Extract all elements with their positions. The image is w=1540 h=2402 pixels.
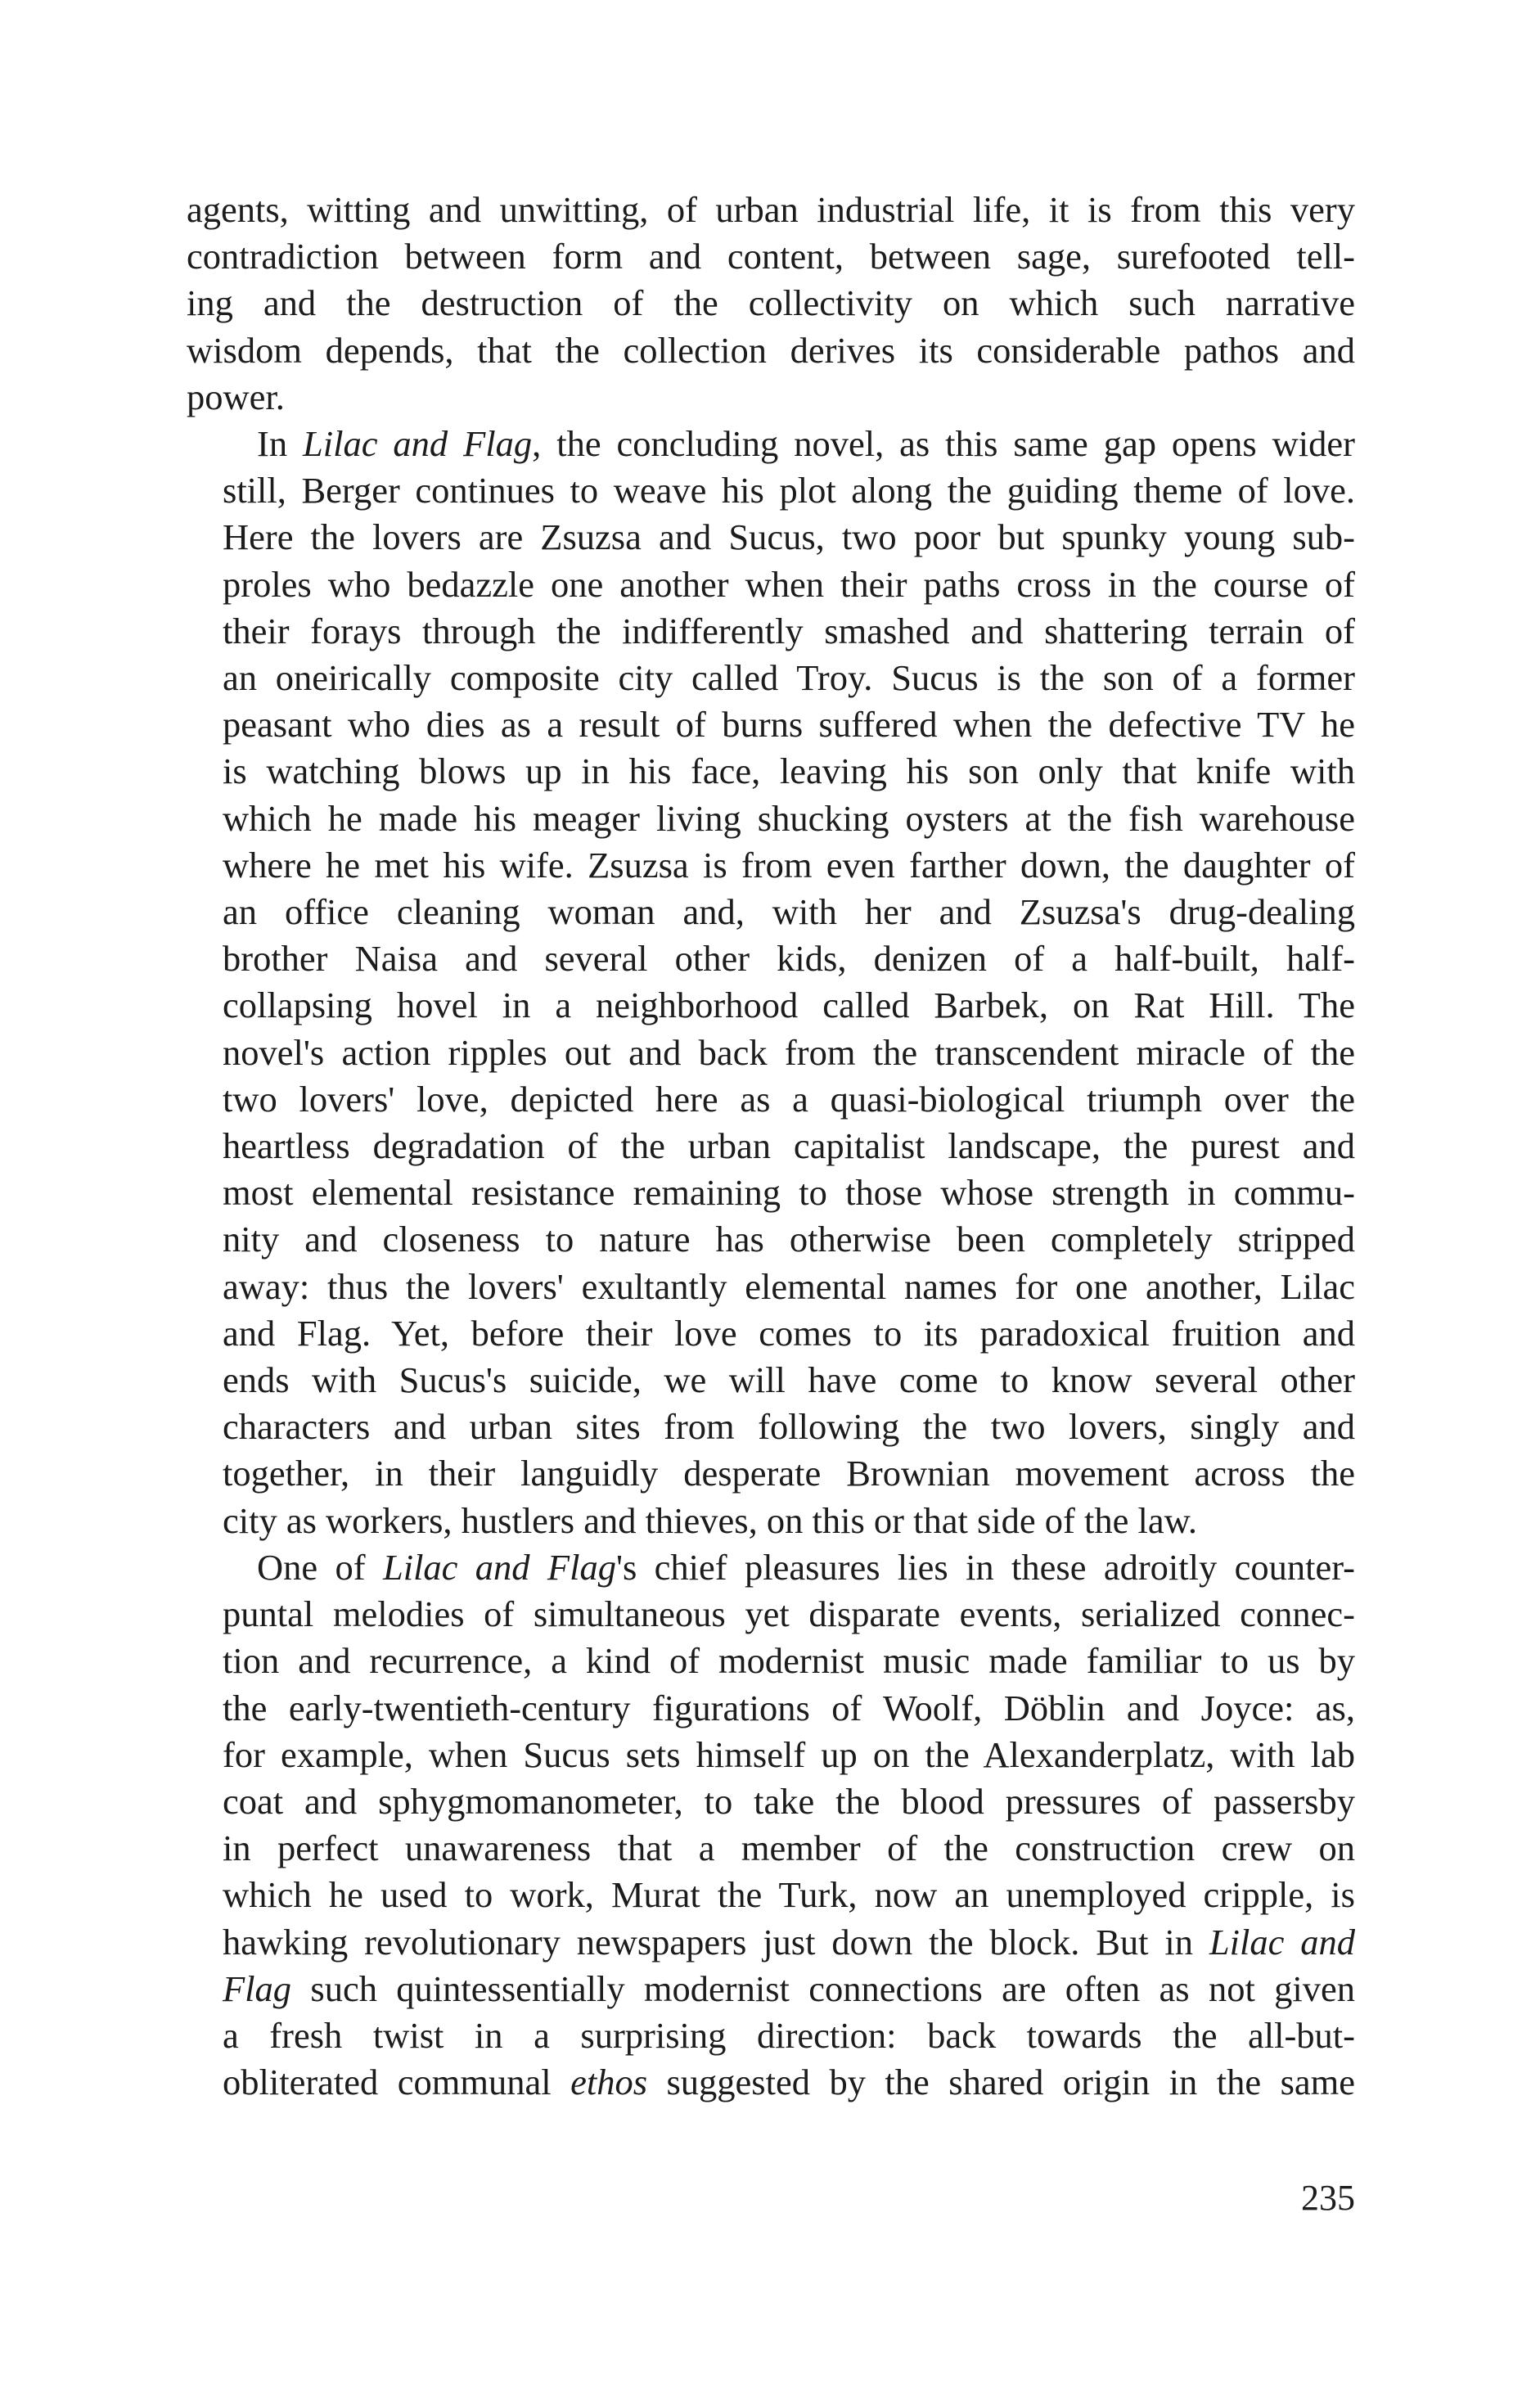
text-line: peasant who dies as a result of burns suffered when the defective TV he [223, 704, 1355, 746]
paragraph-2 [187, 421, 1355, 1544]
paragraph-3 [187, 1544, 1355, 2106]
text-line: an oneirically composite city called Troy. Sucus is the son of a former [223, 657, 1355, 699]
text-line: which he made his meager living shucking oysters at the fish warehouse [223, 797, 1355, 839]
paragraph-1 [187, 187, 1355, 421]
text-line: characters and urban sites from following the two lovers, singly and [223, 1406, 1355, 1448]
text-line: where he met his wife. Zsuzsa is from even farther down, the daughter of [223, 844, 1355, 886]
text-line: which he used to work, Murat the Turk, now an unemployed cripple, is [223, 1874, 1355, 1916]
text-line: ing and the destruction of the collectivity on which such narrative [187, 282, 1355, 324]
page-number: 235 [1301, 2178, 1355, 2218]
text-line: agents, witting and unwitting, of urban industrial life, it is from this very [187, 189, 1355, 230]
text-line: collapsing hovel in a neighborhood called Barbek, on Rat Hill. The [223, 985, 1355, 1026]
text-line: brother Naisa and several other kids, denizen of a half-built, half- [223, 938, 1355, 980]
text-line: in perfect unawareness that a member of the construction crew on [223, 1827, 1355, 1869]
text-line: tion and recurrence, a kind of modernist music made familiar to us by [223, 1640, 1355, 1682]
text-line: ends with Sucus's suicide, we will have come to know several other [223, 1359, 1355, 1401]
text-line: two lovers' love, depicted here as a quasi-biological triumph over the [223, 1078, 1355, 1120]
text-line: still, Berger continues to weave his plot along the guiding theme of love. [223, 470, 1355, 511]
text-line: away: thus the lovers' exultantly elemental names for one another, Lilac [223, 1265, 1355, 1307]
body-text [187, 187, 1355, 2106]
text-line: an office cleaning woman and, with her and Zsuzsa's drug-dealing [223, 891, 1355, 933]
text-line: heartless degradation of the urban capitalist landscape, the purest and [223, 1125, 1355, 1167]
text-line: novel's action ripples out and back from the transcendent miracle of the [223, 1031, 1355, 1073]
text-line: obliterated communal ethos suggested by the shared origin in the same [223, 2062, 1356, 2103]
text-line: together, in their languidly desperate Brownian movement across the [223, 1453, 1355, 1494]
text-line: for example, when Sucus sets himself up on the Alexanderplatz, with lab [223, 1733, 1355, 1775]
text-line: contradiction between form and content, between sage, surefooted tell- [187, 236, 1355, 277]
text-line: their forays through the indifferently smashed and shattering terrain of [223, 610, 1355, 651]
text-line: hawking revolutionary newspapers just down the block. But in Lilac and [223, 1921, 1355, 1963]
text-line: puntal melodies of simultaneous yet disparate events, serialized connec- [223, 1593, 1355, 1635]
text-line: power. [187, 376, 285, 417]
text-line: proles who bedazzle one another when their paths cross in the course of [223, 563, 1355, 605]
text-line: Here the lovers are Zsuzsa and Sucus, two poor but spunky young sub- [223, 516, 1355, 558]
text-line: nity and closeness to nature has otherwise been completely stripped [223, 1219, 1355, 1260]
text-line: the early-twentieth-century figurations of Woolf, Döblin and Joyce: as, [223, 1687, 1355, 1728]
text-line: city as workers, hustlers and thieves, on this or that side of the law. [223, 1499, 1197, 1541]
text-line: wisdom depends, that the collection derives its considerable pathos and [187, 329, 1355, 371]
text-line: Flag such quintessentially modernist connections are often as not given [223, 1967, 1355, 2009]
text-line: a fresh twist in a surprising direction: back towards the all-but- [223, 2014, 1355, 2056]
text-line: is watching blows up in his face, leaving his son only that knife with [223, 750, 1355, 792]
text-line: most elemental resistance remaining to those whose strength in commu- [223, 1172, 1355, 1214]
text-line: In Lilac and Flag, the concluding novel, as this same gap opens wider [257, 423, 1355, 465]
text-line: One of Lilac and Flag's chief pleasures lies in these adroitly counter- [257, 1546, 1355, 1588]
text-line: coat and sphygmomanometer, to take the blood pressures of passersby [223, 1780, 1355, 1822]
text-line: and Flag. Yet, before their love comes to its paradoxical fruition and [223, 1312, 1355, 1354]
